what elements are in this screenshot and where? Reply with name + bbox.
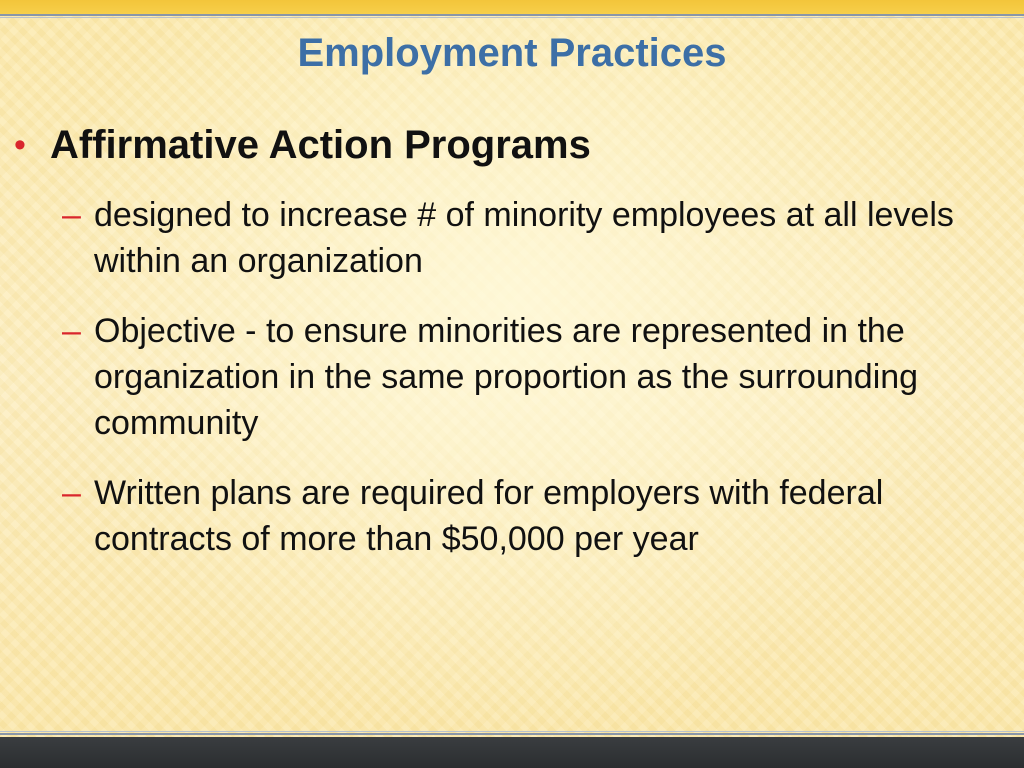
bullet-item bbox=[0, 118, 1024, 172]
top-divider-line-thin bbox=[0, 17, 1024, 18]
dash-marker: – bbox=[62, 474, 81, 512]
sub-bullet-text: Objective - to ensure minorities are represented in the organization in the same proportion as the surrounding community bbox=[94, 312, 919, 442]
dash-marker: – bbox=[62, 196, 81, 234]
slide-content bbox=[0, 118, 1024, 586]
sub-bullet-item bbox=[0, 308, 1024, 446]
bottom-divider-line-thin bbox=[0, 731, 1024, 732]
sub-bullet-text: Written plans are required for employers with federal contracts of more than $50,000 per year bbox=[94, 474, 884, 558]
sub-bullet-list bbox=[0, 192, 1024, 562]
sub-bullet-item bbox=[0, 470, 1024, 562]
bottom-divider-line bbox=[0, 733, 1024, 735]
slide-title: Employment Practices bbox=[297, 31, 727, 75]
dash-marker: – bbox=[62, 312, 81, 350]
sub-bullet-text: designed to increase # of minority employees at all levels within an organization bbox=[94, 196, 954, 280]
bottom-footer-bar bbox=[0, 737, 1024, 768]
top-divider-line bbox=[0, 14, 1024, 16]
sub-bullet-item bbox=[0, 192, 1024, 284]
bullet-text: Affirmative Action Programs bbox=[50, 123, 591, 167]
top-accent-bar bbox=[0, 0, 1024, 14]
bullet-marker: • bbox=[14, 126, 26, 164]
